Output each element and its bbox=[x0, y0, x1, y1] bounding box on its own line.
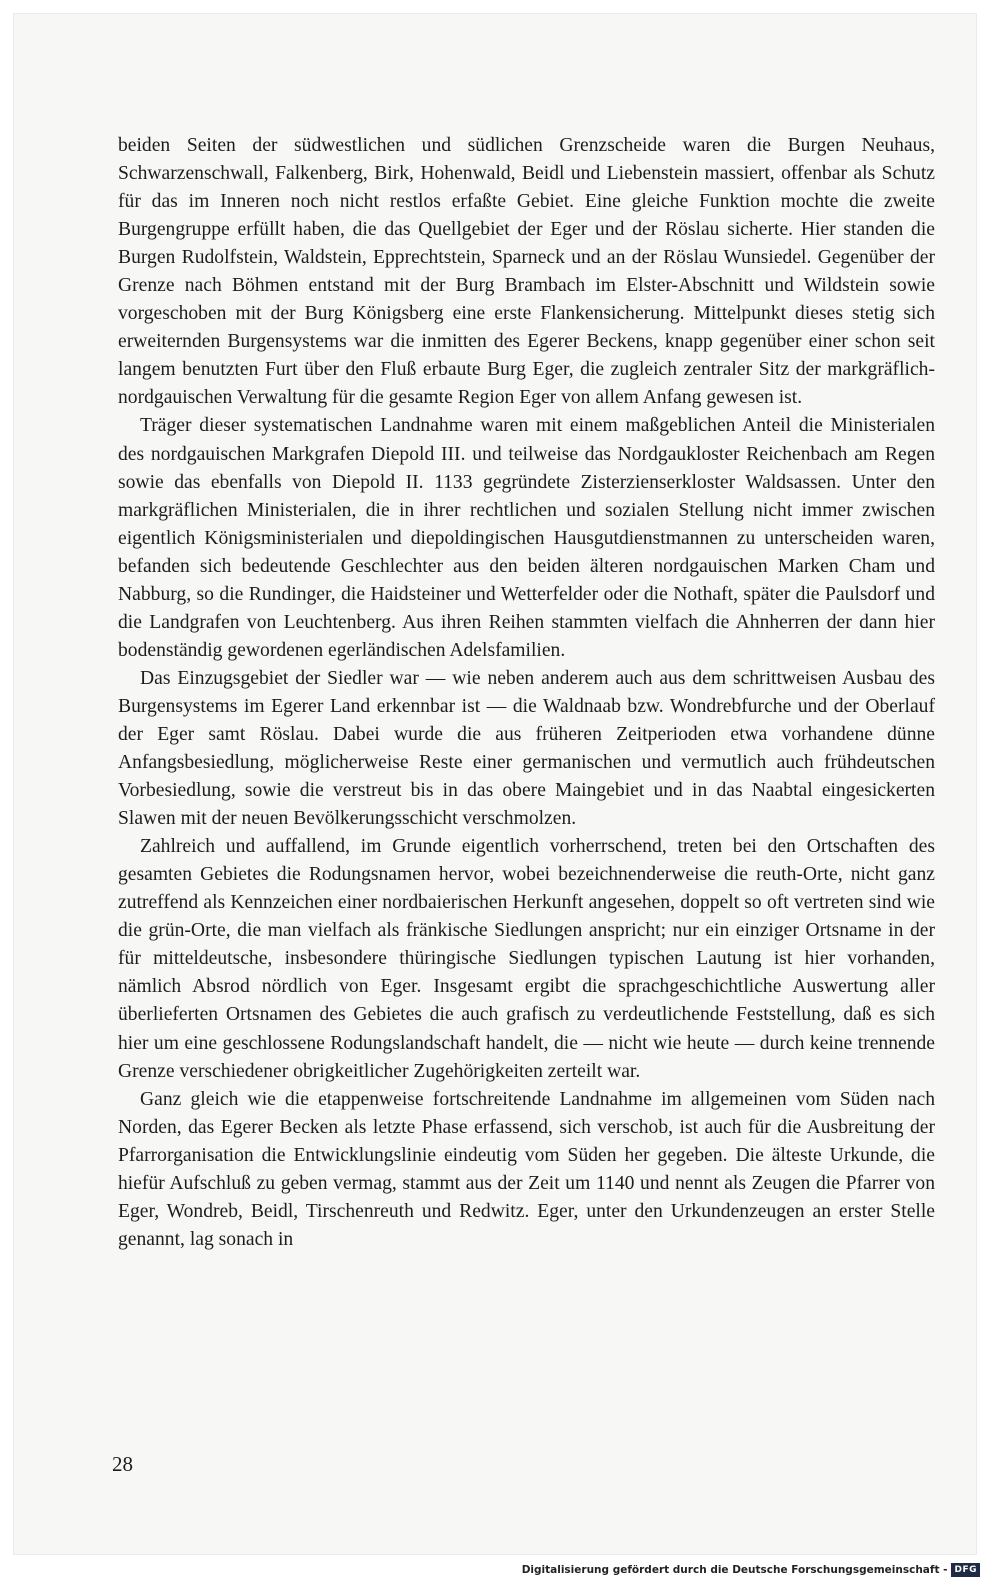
paragraph: Ganz gleich wie die etappenweise fortschreitende Landnahme im allgemeinen vom Süden nach Norden, das Egerer Becken als letzte Phase erfassend, sich verschob, ist auch für die Ausbreitung der Pfarrorganisation die Entwicklungslinie eindeutig vom Süden her gegeben. Die älteste Urkunde, die hiefür Aufschluß zu geben vermag, stammt aus der Zeit um 1140 und nennt als Zeugen die Pfarrer von Eger, Wondreb, Beidl, Tirschenreuth und Redwitz. Eger, unter den Urkundenzeugen an erster Stelle genannt, lag sonach in bbox=[118, 1088, 935, 1250]
page-number: 28 bbox=[112, 1452, 133, 1476]
scanned-page bbox=[14, 14, 976, 1554]
digitization-credit bbox=[522, 1563, 980, 1577]
dfg-logo-icon: DFG bbox=[951, 1563, 980, 1577]
paragraph: beiden Seiten der südwestlichen und südlichen Grenzscheide waren die Burgen Neuhaus, Schwarzenschwall, Falkenberg, Birk, Hohenwald, Beidl und Liebenstein massiert, offenbar als Schutz für das im Inneren noch nicht restlos erfaßte Gebiet. Eine gleiche Funktion mochte die zweite Burgengruppe erfüllt haben, die das Quellgebiet der Eger und der Röslau sicherte. Hier standen die Burgen Rudolfstein, Waldstein, Epprechtstein, Sparneck und an der Röslau Wunsiedel. Gegenüber der Grenze nach Böhmen entstand mit der Burg Brambach im Elster-Abschnitt und Wildstein sowie vorgeschoben mit der Burg Königsberg eine erste Flankensicherung. Mittelpunkt dieses stetig sich erweiternden Burgensystems war die inmitten des Egerer Beckens, knapp gegenüber einer schon seit langem benutzten Furt über den Fluß erbaute Burg Eger, die zugleich zentraler Sitz der markgräflich-nordgauischen Verwaltung für die gesamte Region Eger von allem Anfang gewesen ist. bbox=[118, 135, 935, 409]
body-text bbox=[118, 132, 935, 1254]
paragraph: Zahlreich und auffallend, im Grunde eigentlich vorherrschend, treten bei den Ortschaften des gesamten Gebietes die Rodungsnamen hervor, wobei bezeichnenderweise die reuth-Orte, nicht ganz zutreffend als Kennzeichen einer nordbaierischen Herkunft angesehen, doppelt so oft vertreten sind wie die grün-Orte, die man vielfach als fränkische Siedlungen anspricht; nur ein einziger Ortsname in der für mitteldeutsche, insbesondere thüringische Siedlungen typischen Lautung ist hier vorhanden, nämlich Absrod nördlich von Eger. Insgesamt ergibt die sprachgeschichtliche Auswertung aller überlieferten Ortsnamen des Gebietes die auch grafisch zu verdeutlichende Feststellung, daß es sich hier um eine geschlossene Rodungslandschaft handelt, die — nicht wie heute — durch keine trennende Grenze verschiedener obrigkeitlicher Zugehörigkeiten zerteilt war. bbox=[118, 836, 935, 1082]
credit-text: Digitalisierung gefördert durch die Deutsche Forschungsgemeinschaft - bbox=[521, 1564, 948, 1576]
paragraph: Träger dieser systematischen Landnahme waren mit einem maßgeblichen Anteil die Ministerialen des nordgauischen Markgrafen Diepold III. und teilweise das Nordgaukloster Reichenbach am Regen sowie das ebenfalls von Diepold II. 1133 gegründete Zisterzienserkloster Waldsassen. Unter den markgräflichen Ministerialen, die in ihrer rechtlichen und sozialen Stellung nicht immer zwischen eigentlich Königsministerialen und diepoldingischen Hausgutdienstmannen zu unterscheiden waren, befanden sich bedeutende Geschlechter aus den beiden älteren nordgauischen Marken Cham und Nabburg, so die Rundinger, die Haidsteiner und Wetterfelder oder die Nothaft, später die Paulsdorf und die Landgrafen von Leuchtenberg. Aus ihren Reihen stammten vielfach die Ahnherren der dann hier bodenständig gewordenen egerländischen Adelsfamilien. bbox=[118, 415, 935, 661]
paragraph: Das Einzugsgebiet der Siedler war — wie neben anderem auch aus dem schrittweisen Ausbau des Burgensystems im Egerer Land erkennbar ist — die Waldnaab bzw. Wondrebfurche und der Oberlauf der Eger samt Röslau. Dabei wurde die aus früheren Zeitperioden etwa vorhandene dünne Anfangsbesiedlung, möglicherweise Reste einer germanischen und vermutlich auch frühdeutschen Vorbesiedlung, sowie die verstreut bis in das obere Maingebiet und in das Naabtal eingesickerten Slawen mit der neuen Bevölkerungsschicht verschmolzen. bbox=[118, 667, 935, 830]
